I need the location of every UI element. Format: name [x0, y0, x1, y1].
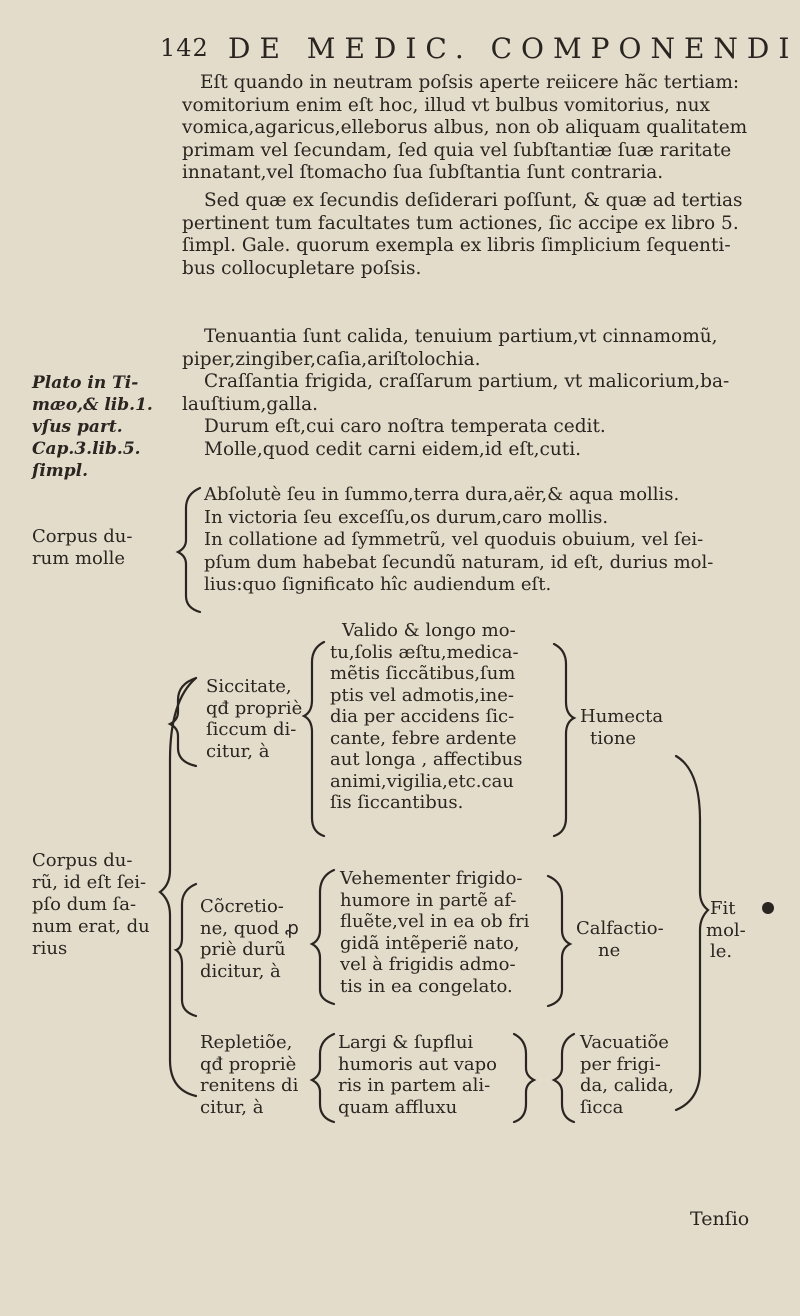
margin-line: rũ, id eſt ſei-	[32, 872, 147, 893]
table-line: mẽtis ſiccãtibus,ſum	[330, 663, 516, 684]
table-line: Repletiõe,	[200, 1032, 293, 1053]
margin-line: Cap.3.lib.5.	[32, 439, 141, 459]
table-line: da, calida,	[580, 1075, 674, 1096]
text-line: pſum dum habebat ſecundũ naturam, id eſt, durius mol-	[204, 551, 714, 573]
text-line: Durum eſt,cui caro noſtra temperata cedit.	[204, 416, 606, 438]
text-line: vomica,agaricus,elleborus albus, non ob aliquam qualitatem	[182, 117, 748, 139]
table-line: ſiccum di-	[206, 719, 297, 740]
table-line: Fit	[710, 898, 736, 919]
ink-dot	[762, 902, 774, 914]
text-line: lauſtium,galla.	[182, 393, 319, 415]
text-line: Tenuantia ſunt calida, tenuium partium,vt cinnamomũ,	[204, 326, 718, 347]
table-line: priè durũ	[200, 939, 286, 960]
table-line: Vacuatiõe	[580, 1032, 669, 1053]
table-line: qđ propriè	[206, 697, 303, 719]
margin-line: rius	[32, 938, 68, 959]
table-line: humore in partẽ af-	[340, 889, 517, 911]
table-line: fluẽte,vel in ea ob fri	[340, 911, 530, 932]
brace-vacuatione-left	[554, 1034, 574, 1122]
text-line: In collatione ad ſymmetrũ, vel quoduis obuium, vel ſei-	[204, 529, 704, 551]
brace-concretione-mid	[312, 870, 334, 1004]
brace-fit-molle	[676, 756, 708, 1110]
text-line: bus collocupletare poſsis.	[182, 257, 422, 279]
text-line: In victoria ſeu exceſſu,os durum,caro mollis.	[204, 506, 609, 528]
brace-repletione-right	[514, 1034, 534, 1122]
brace-repletione-left	[312, 1034, 334, 1122]
margin-line: Corpus du-	[32, 526, 133, 547]
text-line: Eſt quando in neutram poſsis aperte reiicere hãc tertiam:	[200, 72, 740, 93]
table-line: tione	[590, 727, 637, 749]
text-line: vomitorium enim eſt hoc, illud vt bulbus vomitorius, nux	[182, 94, 710, 116]
text-line: lius:quo ſignificato hîc audiendum eſt.	[204, 574, 552, 596]
table-line: le.	[710, 941, 733, 962]
table-line: tu,ſolis æſtu,medica-	[330, 641, 519, 663]
page-number: 142	[160, 34, 209, 62]
table-line: ſis ſiccantibus.	[330, 792, 464, 813]
table-line: Valido & longo mo-	[342, 620, 516, 641]
brace-list-1-shape	[178, 488, 200, 612]
text-line: Abſolutè ſeu in ſummo,terra dura,aër,& aqua mollis.	[204, 484, 680, 505]
table-line: Humecta	[580, 706, 664, 727]
brace-concretione-left	[176, 884, 196, 1016]
margin-line: vſus part.	[32, 417, 123, 437]
brace-siccitate-right	[554, 644, 574, 836]
brace-siccitate-mid-left	[304, 642, 324, 836]
table-line: cante, febre ardente	[330, 727, 517, 749]
margin-line: num erat, du	[32, 916, 150, 937]
margin-line: Corpus du-	[32, 850, 133, 871]
text-line: pertinent tum facultates tum actiones, ſic accipe ex libro 5.	[182, 212, 739, 234]
running-title: DE MEDIC. COMPONENDI	[228, 32, 799, 65]
table-line: gidã intẽperiẽ nato,	[340, 932, 520, 954]
table-line: ne, quod ꝓ	[200, 917, 299, 939]
table-line: per frigi-	[580, 1053, 661, 1075]
table-line: tis in ea congelato.	[340, 975, 513, 997]
table-line: ne	[598, 939, 621, 961]
table-line: humoris aut vapo	[338, 1053, 497, 1075]
text-line: Molle,quod cedit carni eidem,id eſt,cuti.	[204, 438, 582, 460]
margin-line: ſimpl.	[32, 461, 89, 481]
table-line: citur, à	[206, 740, 270, 762]
table-line: Cõcretio-	[200, 896, 284, 917]
margin-line: pſo dum ſa-	[32, 894, 137, 915]
margin-line: mæo,& lib.1.	[32, 395, 153, 415]
table-line: dicitur, à	[200, 960, 281, 982]
table-line: citur, à	[200, 1096, 264, 1118]
table-line: qđ propriè	[200, 1053, 297, 1075]
catchword: Tenſio	[690, 1208, 750, 1230]
table-line: Siccitate,	[206, 676, 292, 697]
table-line: ris in partem ali-	[338, 1075, 491, 1096]
table-line: quam affluxu	[338, 1096, 458, 1118]
text-line: Craſſantia frigida, craſſarum partium, vt malicorium,ba-	[204, 371, 730, 393]
brace-concretione-right	[548, 876, 570, 1006]
table-line: Vehementer frigido-	[340, 868, 523, 889]
text-line: primam vel ſecundam, ſed quia vel ſubſtantiæ ſuæ raritate	[182, 139, 732, 161]
margin-line: rum molle	[32, 548, 126, 569]
table-line: ptis vel admotis,ine-	[330, 684, 514, 706]
table-line: renitens di	[200, 1075, 299, 1096]
table-line: vel à frigidis admo-	[340, 954, 516, 975]
table-line: Calfactio-	[576, 918, 664, 939]
margin-line: Plato in Ti-	[32, 373, 139, 393]
text-line: piper,zingiber,caſia,ariſtolochia.	[182, 348, 481, 370]
table-line: ſicca	[580, 1096, 624, 1118]
table-line: aut longa , affectibus	[330, 749, 523, 770]
table-line: animi,vigilia,etc.cau	[330, 770, 514, 792]
table-line: dia per accidens ſic-	[330, 706, 515, 727]
text-line: innatant,vel ſtomacho ſua ſubſtantia ſunt contraria.	[182, 162, 664, 184]
text-line: Sed quæ ex ſecundis deſiderari poſſunt, & quæ ad tertias	[204, 190, 743, 211]
table-line: mol-	[706, 919, 746, 941]
table-line: Largi & ſupflui	[338, 1032, 474, 1053]
text-line: ſimpl. Gale. quorum exempla ex libris ſimplicium ſequenti-	[182, 235, 731, 257]
